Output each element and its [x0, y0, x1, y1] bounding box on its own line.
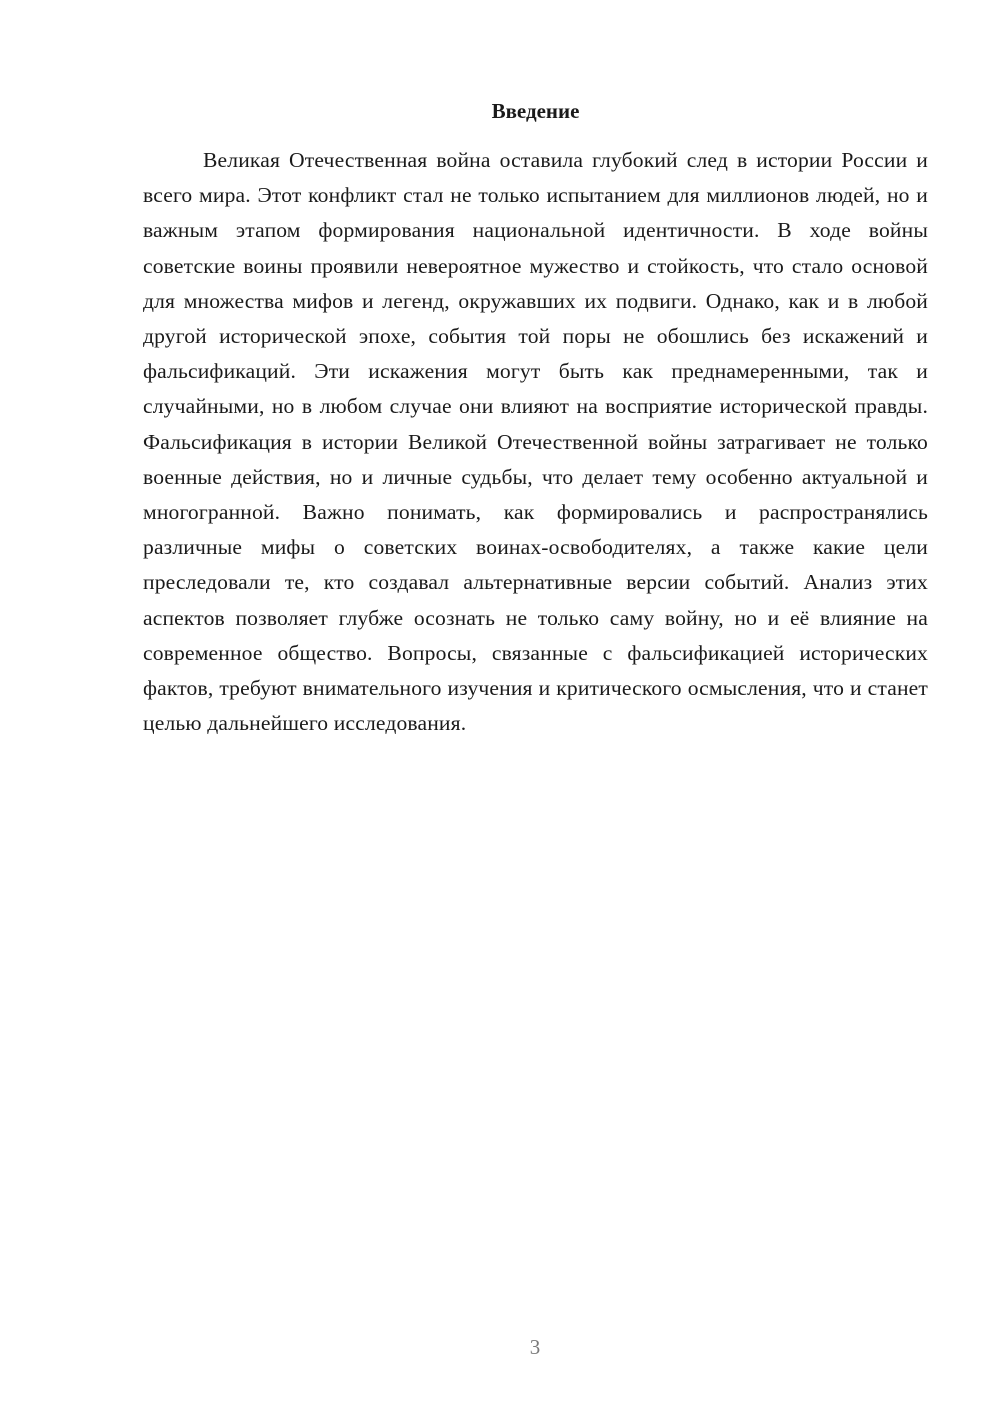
body-paragraph: Великая Отечественная война оставила глубокий след в истории России и всего мира. Этот конфликт стал не только испытанием для миллионов людей, но и важным этапом формирования национальной идентичности. В ходе войны советские воины проявили невероятное мужество и стойкость, что стало основой для множества мифов и легенд, окружавших их подвиги. Однако, как и в любой другой исторической эпохе, события той поры не обошлись без искажений и фальсификаций. Эти искажения могут быть как преднамеренными, так и случайными, но в любом случае они влияют на восприятие исторической правды. Фальсификация в истории Великой Отечественной войны затрагивает не только военные действия, но и личные судьбы, что делает тему особенно актуальной и многогранной. Важно понимать, как формировались и распространялись различные мифы о советских воинах-освободителях, а также какие цели преследовали те, кто создавал альтернативные версии событий. Анализ этих аспектов позволяет глубже осознать не только саму войну, но и её влияние на современное общество. Вопросы, связанные с фальсификацией исторических фактов, требуют внимательного изучения и критического осмысления, что и станет целью дальнейшего исследования. [143, 148, 928, 736]
page-number: 3 [529, 1335, 541, 1359]
section-heading: Введение [491, 99, 580, 123]
